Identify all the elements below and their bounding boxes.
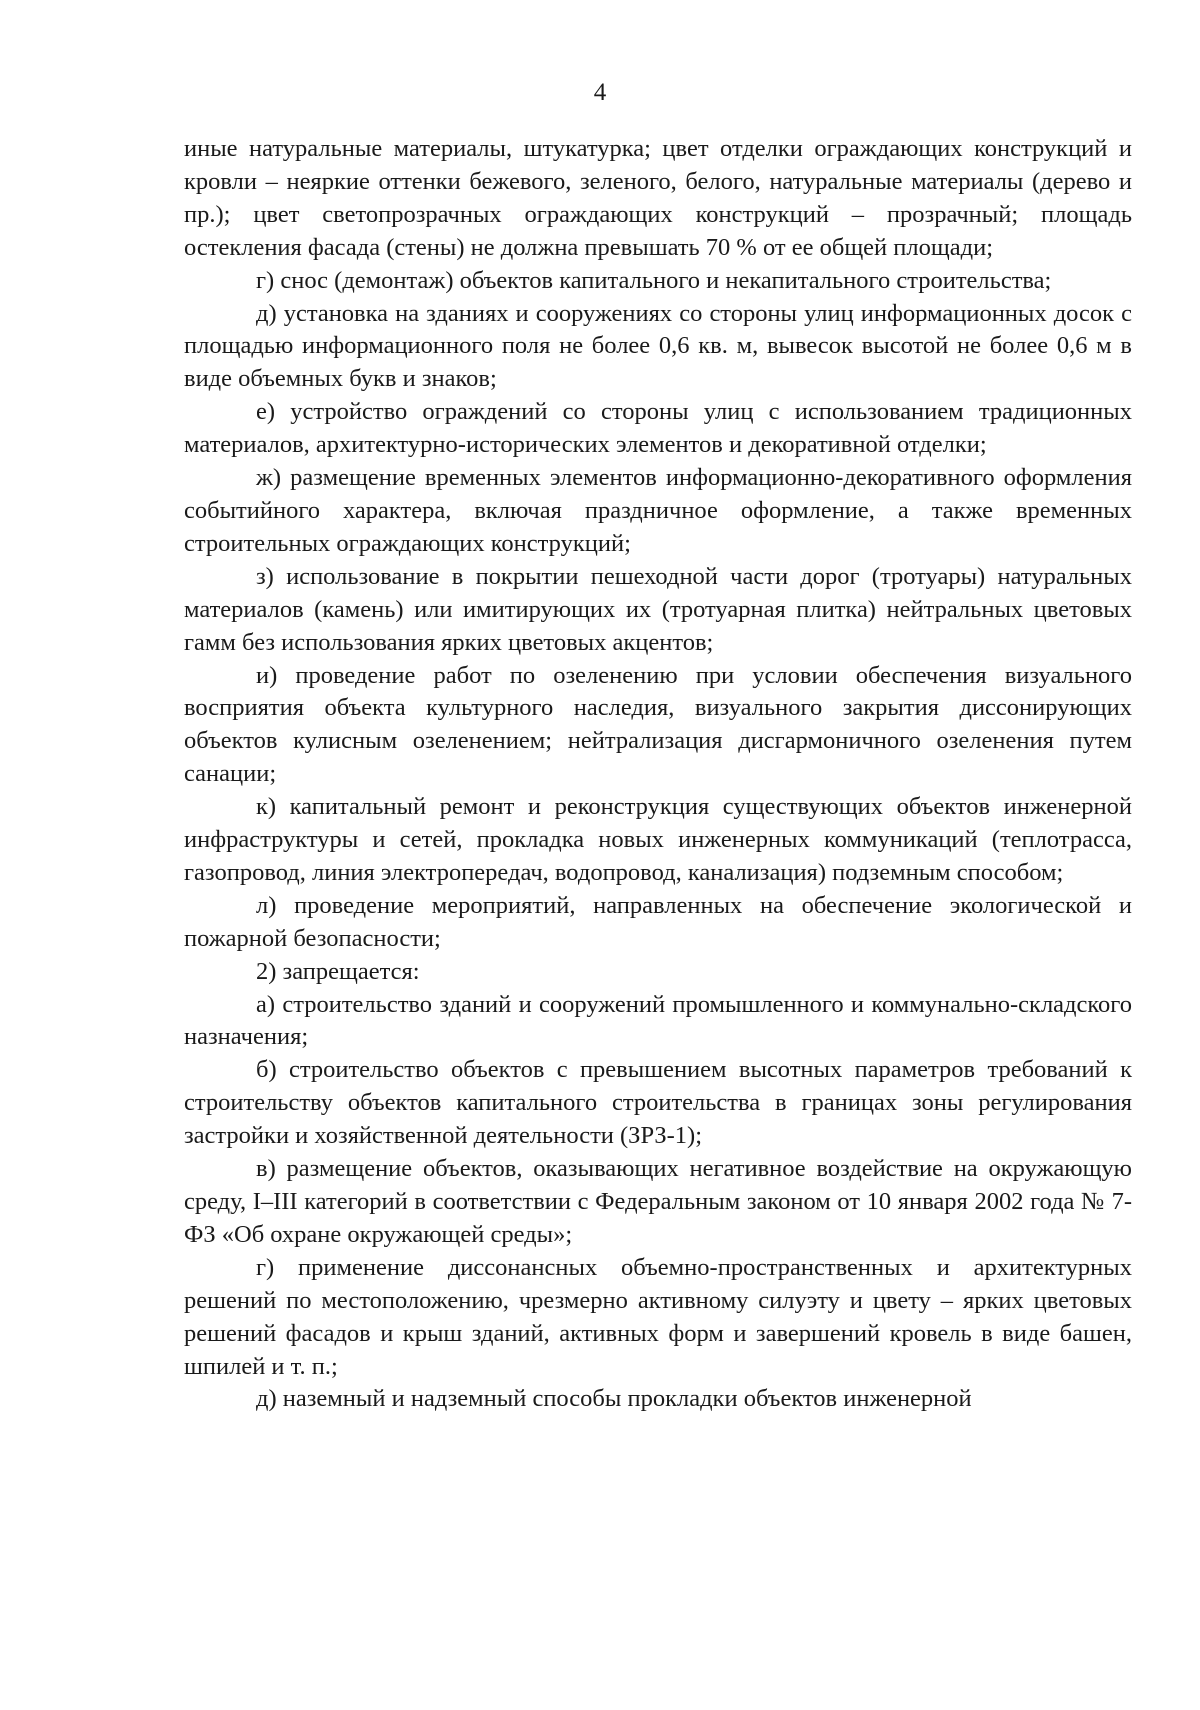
paragraph-item-e-fences: е) устройство ограждений со стороны улиц с использованием традиционных материалов, архитектурно-исторических элементов и декоративной отделки; — [184, 398, 1132, 459]
paragraph-item-b-height: б) строительство объектов с превышением высотных параметров требований к строительству объектов капитального строительства в границах зоны регулирования застройки и хозяйственной деятельности (ЗРЗ-1); — [184, 1056, 1132, 1150]
paragraph-item-v-environment: в) размещение объектов, оказывающих негативное воздействие на окружающую среду, I–III категорий в соответствии с Федеральным законом от 10 января 2002 года № 7-ФЗ «Об охране окружающей среды»; — [184, 1155, 1132, 1248]
paragraph-item-k-utilities: к) капитальный ремонт и реконструкция существующих объектов инженерной инфраструктуры и сетей, прокладка новых инженерных коммуникаций (теплотрасса, газопровод, линия электропередач, водопровод, канализация) подземным способом; — [184, 793, 1132, 886]
paragraph-item-l-safety: л) проведение мероприятий, направленных на обеспечение экологической и пожарной безопасности; — [184, 891, 1132, 952]
paragraph-item-g-dissonant: г) применение диссонансных объемно-пространственных и архитектурных решений по местоположению, чрезмерно активному силуэту и цвету – ярких цветовых решений фасадов и крыш зданий, активных форм и завершений кровель в виде башен, шпилей и т. п.; — [184, 1253, 1132, 1380]
paragraph-item-zh-temporary-elements: ж) размещение временных элементов информационно-декоративного оформления событийного характера, включая праздничное оформление, а также временных строительных ограждающих конструкций; — [184, 464, 1132, 557]
paragraph-item-a-industrial: а) строительство зданий и сооружений промышленного и коммунально-складского назначения; — [184, 990, 1132, 1051]
paragraph-prohibited-heading: 2) запрещается: — [256, 957, 420, 985]
paragraph-item-d-signage: д) установка на зданиях и сооружениях со стороны улиц информационных досок с площадью информационного поля не более 0,6 кв. м, вывесок высотой не более 0,6 м в виде объемных букв и знаков; — [184, 299, 1132, 393]
paragraph-item-g-demolition: г) снос (демонтаж) объектов капитального и некапитального строительства; — [256, 266, 1052, 294]
paragraph-item-i-landscaping: и) проведение работ по озеленению при условии обеспечения визуального восприятия объекта культурного наследия, визуального закрытия диссонирующих объектов кулисным озеленением; нейтрализация дисгармоничного озеленения путем санации; — [184, 661, 1132, 788]
page-number: 4 — [593, 79, 607, 106]
paragraph-item-z-paving: з) использование в покрытии пешеходной части дорог (тротуары) натуральных материалов (камень) или имитирующих их (тротуарная плитка) нейтральных цветовых гамм без использования ярких цветовых акцентов; — [184, 562, 1132, 656]
document-body — [184, 133, 1132, 1416]
paragraph-item-d-overground: д) наземный и надземный способы прокладки объектов инженерной — [256, 1385, 972, 1413]
paragraph-continuation: иные натуральные материалы, штукатурка; цвет отделки ограждающих конструкций и кровли – неяркие оттенки бежевого, зеленого, белого, натуральные материалы (дерево и пр.); цвет светопрозрачных ограждающих конструкций – прозрачный; площадь остекления фасада (стены) не должна превышать 70 % от ее общей площади; — [184, 135, 1132, 261]
